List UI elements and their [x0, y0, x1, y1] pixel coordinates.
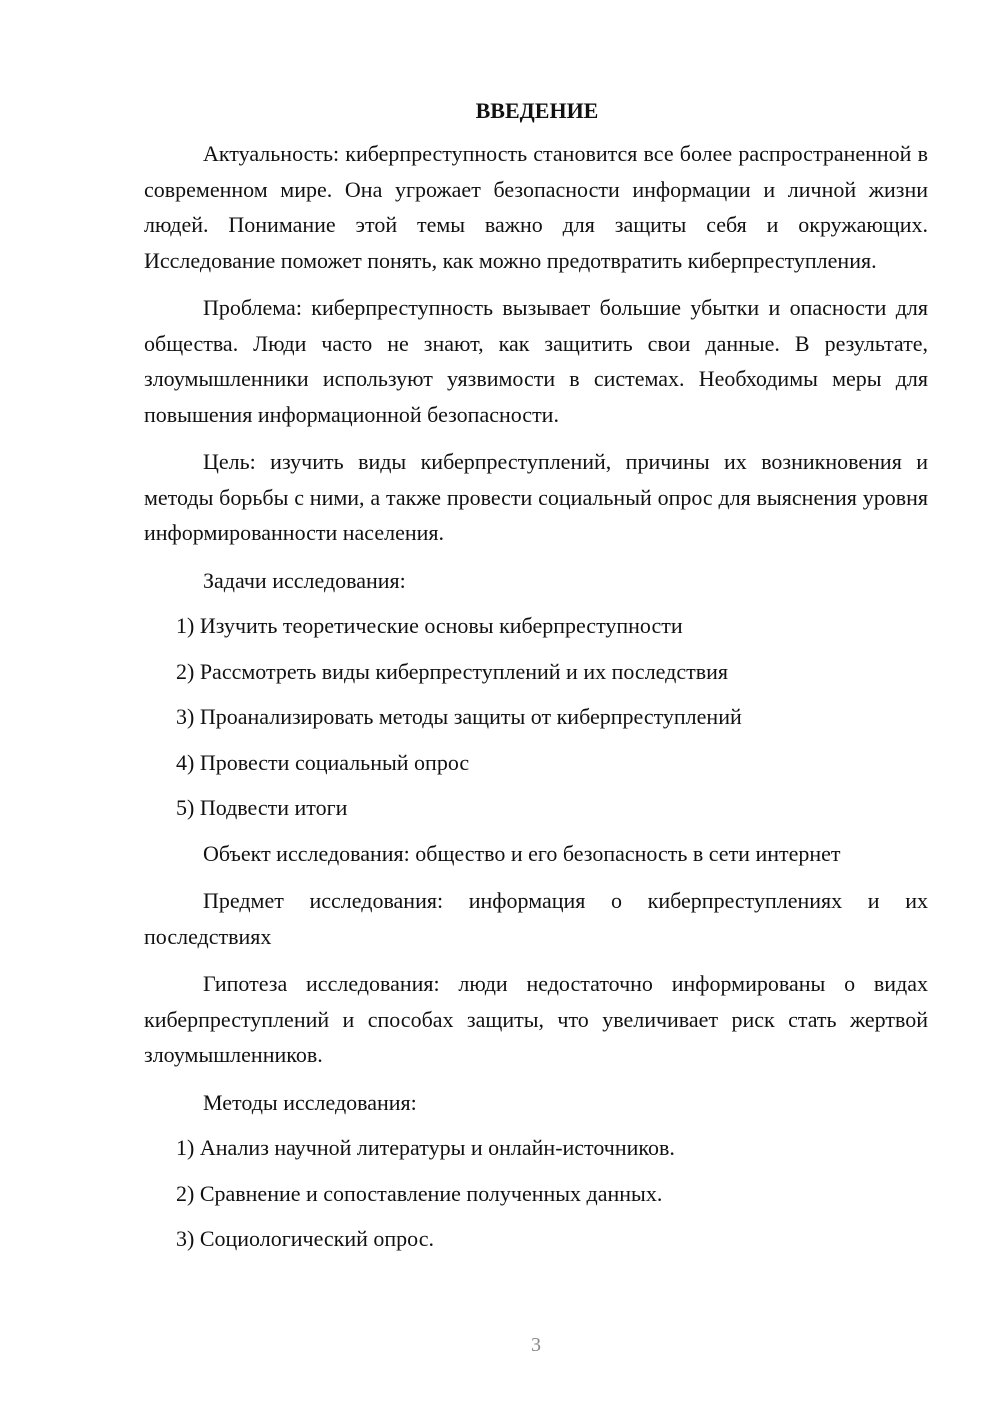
relevance-paragraph: Актуальность: киберпреступность становится все более распространенной в современном мире. Она угрожает безопасности информации и личной жизни людей. Понимание этой темы важно для защиты себя и окружающих. Исследование поможет понять, как можно предотвратить киберпреступления. — [144, 141, 928, 273]
task-item: 4) Провести социальный опрос — [176, 749, 470, 775]
task-item: 1) Изучить теоретические основы киберпреступности — [176, 613, 683, 638]
tasks-list — [144, 608, 928, 826]
method-item: 3) Социологический опрос. — [176, 1226, 434, 1251]
goal-paragraph: Цель: изучить виды киберпреступлений, причины их возникновения и методы борьбы с ними, а также провести социальный опрос для выяснения уровня информированности населения. — [144, 449, 928, 545]
task-item: 3) Проанализировать методы защиты от киберпреступлений — [176, 704, 742, 729]
object-paragraph: Объект исследования: общество и его безопасность в сети интернет — [203, 840, 841, 866]
method-item: 1) Анализ научной литературы и онлайн-источников. — [176, 1135, 675, 1160]
methods-list — [144, 1130, 928, 1257]
methods-label: Методы исследования: — [203, 1089, 417, 1115]
page-content — [144, 94, 928, 1267]
task-item: 5) Подвести итоги — [176, 795, 348, 820]
section-title: ВВЕДЕНИЕ — [475, 98, 599, 123]
hypothesis-paragraph: Гипотеза исследования: люди недостаточно информированы о видах киберпреступлений и способах защиты, что увеличивает риск стать жертвой злоумышленников. — [144, 971, 928, 1067]
problem-paragraph: Проблема: киберпреступность вызывает большие убытки и опасности для общества. Люди часто не знают, как защитить свои данные. В результате, злоумышленники используют уязвимости в системах. Необходимы меры для повышения информационной безопасности. — [144, 295, 928, 427]
tasks-label: Задачи исследования: — [203, 567, 406, 593]
page-number: 3 — [531, 1334, 541, 1356]
subject-paragraph: Предмет исследования: информация о киберпреступлениях и их последствиях — [144, 888, 928, 949]
task-item: 2) Рассмотреть виды киберпреступлений и их последствия — [176, 658, 728, 684]
method-item: 2) Сравнение и сопоставление полученных данных. — [176, 1180, 663, 1206]
